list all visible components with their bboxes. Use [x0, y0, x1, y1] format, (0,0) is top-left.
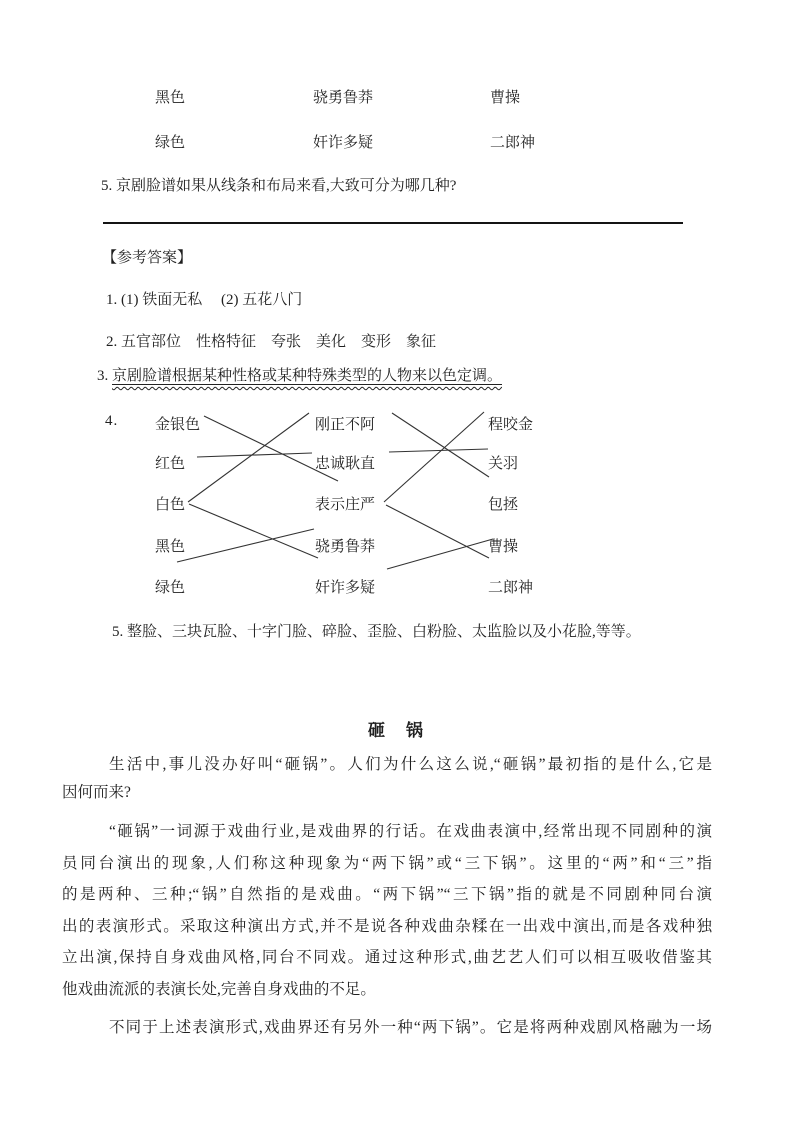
article-paragraph [62, 751, 712, 807]
article-line: 出的表演形式。采取这种演出方式,并不是说各种戏曲杂糅在一出戏中演出,而是各戏种独 [62, 917, 712, 935]
match-figure-label: 包拯 [488, 497, 519, 513]
match-figure-label: 二郎神 [488, 580, 534, 596]
match-line [177, 529, 314, 562]
match-color-label: 红色 [155, 456, 186, 472]
answer-item-5: 5. 整脸、三块瓦脸、十字门脸、碎脸、歪脸、白粉脸、太监脸以及小花脸,等等。 [112, 624, 641, 640]
match-line [389, 449, 488, 452]
match-line [197, 453, 312, 457]
match-line [189, 504, 318, 558]
match-trait-label: 骁勇鲁莽 [313, 90, 374, 106]
match-figure-label: 程咬金 [488, 417, 534, 433]
article-title: 砸 锅 [368, 721, 425, 740]
match-trait-label: 奸诈多疑 [313, 135, 374, 151]
answer-item-3-number: 3. [97, 368, 112, 384]
match-trait-label: 奸诈多疑 [315, 580, 376, 596]
article-line: “砸锅”一词源于戏曲行业,是戏曲界的行话。在戏曲表演中,经常出现不同剧种的演 [109, 823, 712, 840]
match-line [386, 505, 489, 558]
match-color-label: 金银色 [155, 417, 201, 433]
match-trait-label: 刚正不阿 [315, 417, 376, 433]
match-line [384, 412, 484, 502]
match-line [188, 413, 309, 502]
match-color-label: 绿色 [155, 580, 186, 596]
section-divider [103, 222, 683, 224]
match-color-label: 白色 [155, 497, 186, 513]
match-color-label: 黑色 [155, 539, 186, 555]
match-line [392, 413, 489, 477]
article-line: 生活中,事儿没办好叫“砸锅”。人们为什么这么说,“砸锅”最初指的是什么,它是 [109, 756, 712, 773]
match-trait-label: 忠诚耿直 [315, 456, 376, 472]
article-line: 立出演,保持自身戏曲风格,同台不同戏。通过这种形式,曲艺艺人们可以相互吸收借鉴其 [62, 949, 712, 966]
article-line: 的是两种、三种;“锅”自然指的是戏曲。“两下锅”“三下锅”指的就是不同剧种同台演 [62, 886, 712, 903]
match-figure-label: 关羽 [488, 456, 519, 472]
match-trait-label: 骁勇鲁莽 [315, 539, 376, 555]
article-paragraph [62, 1012, 712, 1044]
article-line: 员同台演出的现象,人们称这种现象为“两下锅”或“三下锅”。这里的“两”和“三”指 [62, 854, 712, 872]
answer-item-4-number: 4. [105, 413, 119, 429]
answer-item-2: 2. 五官部位 性格特征 夸张 美化 变形 象征 [106, 334, 437, 350]
match-color-label: 绿色 [155, 135, 186, 151]
article-paragraph [62, 816, 712, 1005]
match-color-label: 黑色 [155, 90, 186, 106]
article-line: 因何而来? [62, 784, 131, 801]
match-figure-label: 曹操 [490, 90, 521, 106]
question-5: 5. 京剧脸谱如果从线条和布局来看,大致可分为哪几种? [101, 178, 457, 194]
match-figure-label: 曹操 [488, 539, 519, 555]
answer-item-3-underlined: 京剧脸谱根据某种性格或某种特殊类型的人物来以色定调。 [112, 368, 503, 384]
answer-item-1: 1. (1) 铁面无私 (2) 五花八门 [106, 292, 303, 308]
reference-answers-header: 【参考答案】 [102, 250, 193, 266]
article-line: 他戏曲流派的表演长处,完善自身戏曲的不足。 [62, 980, 376, 998]
match-figure-label: 二郎神 [490, 135, 536, 151]
article-line: 不同于上述表演形式,戏曲界还有另外一种“两下锅”。它是将两种戏剧风格融为一场 [109, 1019, 712, 1036]
match-line [387, 539, 493, 569]
match-trait-label: 表示庄严 [315, 497, 376, 513]
answer-item-3 [97, 368, 502, 385]
